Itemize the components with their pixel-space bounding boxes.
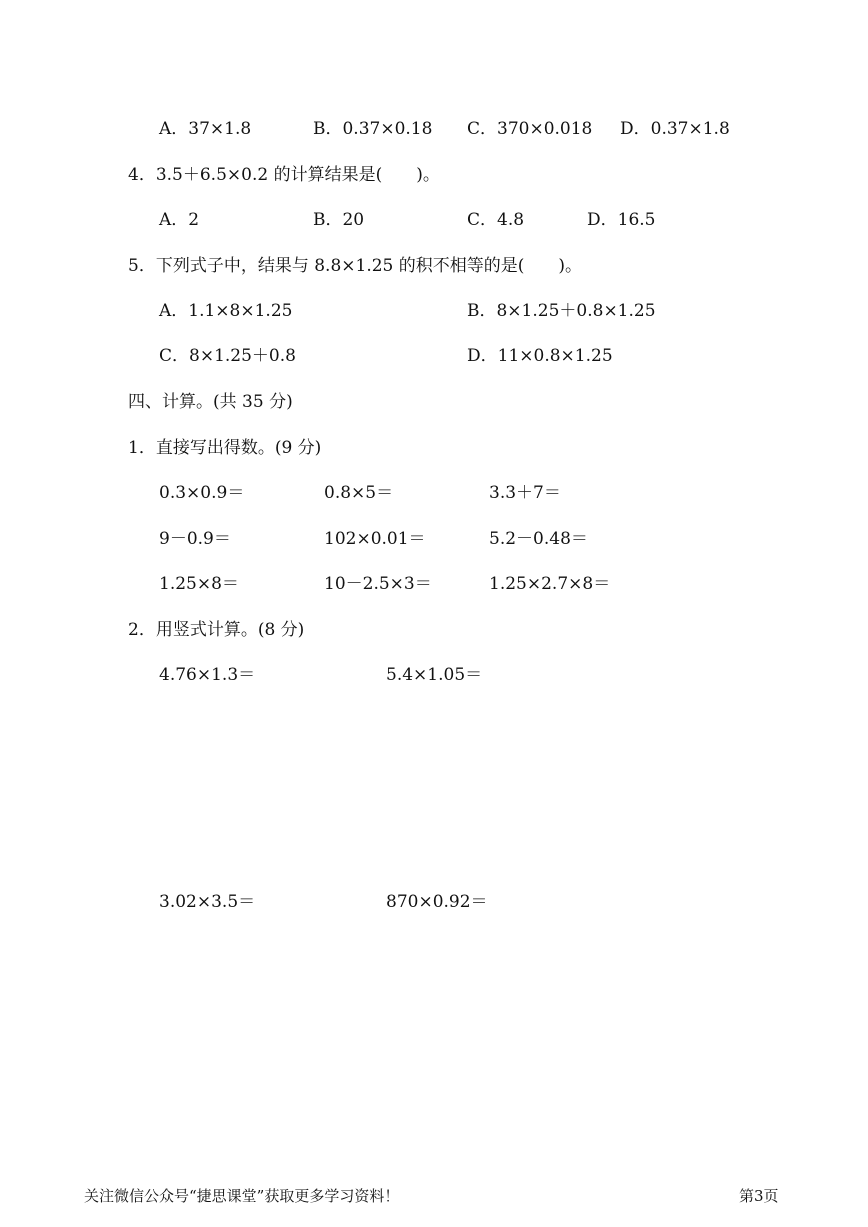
mental-calc-item: 9－0.9＝ [159,529,231,549]
footer-promo: 关注微信公众号“捷思课堂”获取更多学习资料！ [84,1187,400,1205]
q5-option-a: A．1.1×8×1.25 [159,301,293,321]
mental-calc-item: 102×0.01＝ [324,529,426,549]
q5-option-b: B．8×1.25＋0.8×1.25 [467,301,656,321]
mental-calc-item: 1.25×8＝ [159,574,239,594]
mental-calc-item: 0.3×0.9＝ [159,483,245,503]
q3-option-a: A．37×1.8 [159,119,252,139]
vertical-calc-item: 4.76×1.3＝ [159,665,256,685]
q4-stem: 4．3.5＋6.5×0.2 的计算结果是( )。 [128,165,440,185]
q4-option-b: B．20 [313,210,365,230]
q4-option-a: A．2 [159,210,200,230]
section-4-title: 四、计算。(共 35 分) [128,392,293,412]
vertical-calc-item: 870×0.92＝ [386,892,488,912]
part-1-title: 1．直接写出得数。(9 分) [128,438,322,458]
mental-calc-item: 1.25×2.7×8＝ [489,574,611,594]
part-2-title: 2．用竖式计算。(8 分) [128,620,305,640]
q4-option-d: D．16.5 [587,210,656,230]
q5-option-d: D．11×0.8×1.25 [467,346,613,366]
mental-calc-item: 0.8×5＝ [324,483,394,503]
vertical-calc-item: 5.4×1.05＝ [386,665,483,685]
page-number: 第3页 [739,1187,779,1205]
q4-option-c: C．4.8 [467,210,525,230]
mental-calc-item: 3.3＋7＝ [489,483,561,503]
mental-calc-item: 10－2.5×3＝ [324,574,432,594]
q3-option-c: C．370×0.018 [467,119,593,139]
q5-stem: 5．下列式子中，结果与 8.8×1.25 的积不相等的是( )。 [128,256,583,276]
q3-option-b: B．0.37×0.18 [313,119,433,139]
mental-calc-item: 5.2－0.48＝ [489,529,588,549]
q5-option-c: C．8×1.25＋0.8 [159,346,296,366]
vertical-calc-item: 3.02×3.5＝ [159,892,256,912]
q3-option-d: D．0.37×1.8 [620,119,730,139]
